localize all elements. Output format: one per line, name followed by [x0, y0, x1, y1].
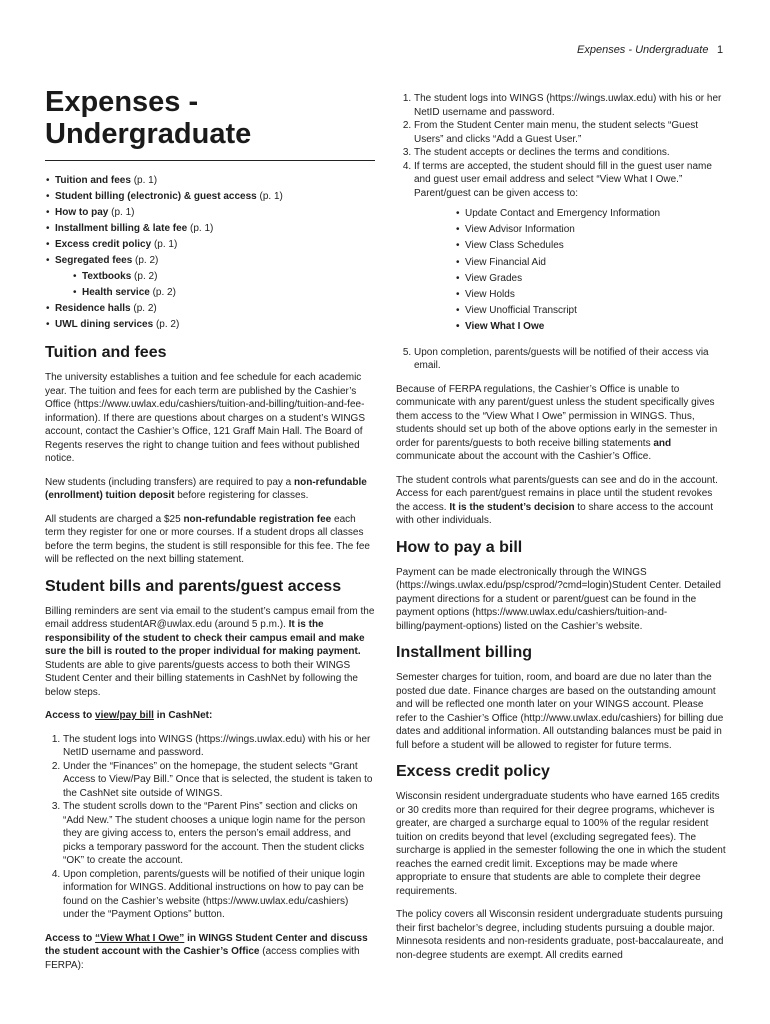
section-heading-pay: How to pay a bill	[396, 538, 523, 556]
guest-access-options	[414, 206, 726, 336]
list-item: 3. The student scrolls down to the “Parent Pins” section and clicks on “Add New.” The student chooses a unique login name for the person they are giving access to, enters the person’s email address, and picks a temporary password for the account. Then the student clicks “OK” to create the account.	[63, 800, 375, 868]
list-item: 3. The student accepts or declines the terms and conditions.	[414, 146, 726, 160]
wings-access-subheading: Access to “View What I Owe” in WINGS Student Center and discuss the student account with the Cashier’s Office (access complies with FERPA):	[45, 932, 368, 971]
page-title-line2: Undergraduate	[45, 118, 252, 150]
list-item: • View Advisor Information	[456, 222, 726, 238]
student-control-paragraph: The student controls what parents/guests can see and do in the account. Access for each parent/guest remains in place until the student revokes the access. It is the student’s decision to share access to the account with other individuals.	[396, 474, 718, 527]
excess-credit-paragraph: Wisconsin resident undergraduate students who have earned 165 credits or 30 credits more than required for their degree programs, whichever is greater, are charged a surcharge equal to 100% of the regular resident tuition on credits beyond that level (excluding segregated fees). The surcharge is applied in the semester following the one in which the student reaches the earned credit limit. Exceptions may be made where appropriate to ensure that students are able to complete their degree requirements.	[396, 791, 726, 897]
registration-fee-paragraph: All students are charged a $25 non-refundable registration fee each term they register for one or more courses. If a student drops all classes before the term begins, the student is still responsible for this fee. The fee will be reflected on the next billing statement.	[45, 513, 370, 565]
page-number: 1	[717, 44, 724, 56]
list-item: 5. Upon completion, parents/guests will be notified of their access via email.	[414, 346, 726, 373]
list-item: 4. If terms are accepted, the student should fill in the guest user name and guest user email address and select “View What I Owe.” Parent/guest can be given access to: • Update Contact and Emergency Information • View Advisor Information • View Class Schedules • View Financial Aid • View Grades • View Holds • View Unofficial Transcript • View What I Owe	[414, 160, 726, 336]
list-item: 2. Under the “Finances” on the homepage, the student selects “Grant Access to View/Pay Bill.” Once that is selected, the student is taken to the CashNet site outside of WINGS.	[63, 760, 375, 801]
tuition-paragraph: The university establishes a tuition and fee schedule for each academic year. The tuition and fees for each term are published by the Cashier’s Office (https://www.uwlax.edu/cashiers/tuition-and-billing/tuition-and-fee-information). If there are questions about charges on a student’s WINGS account, contact the Cashier’s Office, 121 Graff Main Hall. The Board of Regents reserves the right to change tuition and fees without published notice.	[45, 372, 365, 464]
billing-reminder-paragraph: Billing reminders are sent via email to the student’s campus email from the email address studentAR@uwlax.edu (around 5 p.m.). It is the responsibility of the student to check their campus email and make sure the bill is routed to the proper individual for making payment. Students are able to give parents/guests access to both their WINGS Student Center and their billing statements in CashNet by following the below steps.	[45, 605, 375, 698]
section-heading-installment: Installment billing	[396, 644, 533, 662]
toc-item[interactable]: • Tuition and fees (p. 1)	[45, 173, 375, 189]
cashnet-steps-list	[45, 733, 375, 922]
ferpa-paragraph: Because of FERPA regulations, the Cashier’s Office is unable to communicate with any parent/guest unless the student specifically gives them access to the “View What I Owe” permission in WINGS. Thus, students should set up both of the above options early in the semester in order for parents/guests to both receive billing statements and communicate about the account with the Cashier’s Office.	[396, 383, 718, 463]
toc-item[interactable]: • How to pay (p. 1)	[45, 205, 375, 221]
section-heading-bills: Student bills and parents/guest access	[45, 577, 342, 595]
right-column	[396, 92, 726, 972]
guest-steps-list	[396, 92, 726, 373]
toc-item[interactable]: • Residence halls (p. 2)	[45, 301, 375, 317]
list-item: 2. From the Student Center main menu, the student selects “Guest Users” and clicks “Add a Guest User.”	[414, 119, 726, 146]
list-item: 1. The student logs into WINGS (https://wings.uwlax.edu) with his or her NetID username and password.	[414, 92, 726, 119]
page-title-line1: Expenses -	[45, 86, 199, 118]
section-heading-excess-credit: Excess credit policy	[396, 763, 550, 781]
excess-credit-coverage-paragraph: The policy covers all Wisconsin resident undergraduate students pursuing their first bachelor’s degree, including students pursuing a double major. Minnesota residents and non-residents graduate, post-baccalaureate, and non-degree students are exempt. All credits earned	[396, 909, 724, 961]
toc-item[interactable]: • Installment billing & late fee (p. 1)	[45, 221, 375, 237]
pay-paragraph: Payment can be made electronically through the WINGS (https://wings.uwlax.edu/psp/csprod/?cmd=login)Student Center. Detailed payment directions for a student or parent/guest can be found in the payment options (https://www.uwlax.edu/cashiers/tuition-and-billing/payment-options) listed on the Cashier’s website.	[396, 566, 721, 632]
list-item: • View Holds	[456, 287, 726, 303]
cashnet-access-subheading: Access to view/pay bill in CashNet:	[45, 710, 213, 721]
list-item: • View Grades	[456, 271, 726, 287]
list-item: • View What I Owe	[456, 319, 726, 335]
left-column	[45, 86, 375, 982]
list-item: • View Class Schedules	[456, 238, 726, 254]
section-heading-tuition: Tuition and fees	[45, 344, 167, 361]
list-item: • View Financial Aid	[456, 255, 726, 271]
toc-subitem[interactable]: • Health service (p. 2)	[72, 285, 375, 301]
toc-item[interactable]: • Excess credit policy (p. 1)	[45, 237, 375, 253]
title-divider	[45, 160, 375, 161]
list-item: • Update Contact and Emergency Information	[456, 206, 726, 222]
table-of-contents	[45, 173, 375, 333]
toc-item[interactable]: • Segregated fees (p. 2) • Textbooks (p. 2) • Health service (p. 2)	[45, 253, 375, 301]
list-item: 4. Upon completion, parents/guests will be notified of their unique login information for WINGS. Additional instructions on how to pay can be found on the Cashier’s website (https://www.uwlax.edu/cashiers) under the “Payment Options” button.	[63, 868, 375, 922]
running-header-title: Expenses - Undergraduate	[577, 44, 709, 56]
installment-paragraph: Semester charges for tuition, room, and board are due no later than the posted due date. Finance charges are based on the outstanding amount and will be reflected one month later on your WINGS account. Please refer to the Cashier’s Office (http://www.uwlax.edu/cashiers) for billing due dates and additional information. All outstanding balances must be paid in full before a student will be allowed to register for future terms.	[396, 672, 724, 751]
tuition-deposit-paragraph: New students (including transfers) are required to pay a non-refundable (enrollment) tuition deposit before registering for classes.	[45, 476, 367, 501]
list-item: • View Unofficial Transcript	[456, 303, 726, 319]
toc-item[interactable]: • UWL dining services (p. 2)	[45, 317, 375, 333]
page-title	[45, 86, 375, 150]
toc-item[interactable]: • Student billing (electronic) & guest access (p. 1)	[45, 189, 375, 205]
toc-subitem[interactable]: • Textbooks (p. 2)	[72, 269, 375, 285]
list-item: 1. The student logs into WINGS (https://wings.uwlax.edu) with his or her NetID username and password.	[63, 733, 375, 760]
